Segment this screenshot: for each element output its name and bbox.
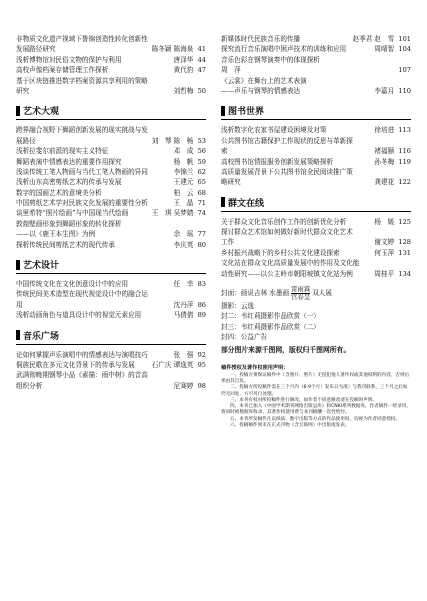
toc-entry[interactable] bbox=[221, 125, 411, 135]
entry-author-page bbox=[174, 188, 206, 198]
entry-page-number: 41 bbox=[197, 45, 206, 54]
entry-title-line bbox=[16, 167, 206, 177]
entry-author-page bbox=[374, 248, 411, 258]
section-title: 群文在线 bbox=[228, 198, 265, 209]
toc-entry[interactable] bbox=[16, 279, 206, 289]
entry-page-number: 56 bbox=[197, 147, 206, 156]
entry-title-line bbox=[221, 44, 411, 54]
policy-paragraph: 五、本刊所发稿件凡以纸质、数字出版等方式的作品使用权，均视为作者同意授权。 bbox=[230, 416, 400, 422]
entry-title: 探析传统民间剪纸艺术的现代传承 bbox=[16, 240, 115, 249]
entry-title-line bbox=[221, 125, 411, 135]
toc-entry[interactable] bbox=[16, 76, 206, 97]
toc-entry[interactable] bbox=[221, 157, 411, 167]
entry-title-line bbox=[16, 300, 206, 310]
toc-entry[interactable] bbox=[221, 167, 411, 188]
entry-author: 李嘉月 bbox=[374, 86, 395, 95]
entry-author-page bbox=[174, 177, 206, 187]
section-marker-icon bbox=[221, 106, 225, 116]
policy-paragraph: 一、投稿方须保证稿件中（含图片、照片）无侵犯他人著作权或其他权利的内容，否则后果由其自负。 bbox=[221, 372, 410, 384]
entry-author-page bbox=[374, 217, 411, 227]
entry-page-number: 119 bbox=[398, 157, 411, 166]
toc-entry[interactable] bbox=[221, 217, 411, 227]
entry-author: 任 幸 bbox=[173, 280, 194, 289]
entry-title: 论如何掌握声乐演唱中的情感表达与演唱技巧 bbox=[16, 350, 148, 359]
entry-title-line bbox=[16, 157, 206, 167]
entry-author-page bbox=[374, 177, 411, 187]
entry-author: 刘 琴 陈 畅 bbox=[151, 136, 194, 145]
section-marker-icon bbox=[221, 197, 225, 207]
entry-page-number: 134 bbox=[398, 269, 411, 278]
right-column bbox=[221, 0, 411, 429]
section-title: 艺术设计 bbox=[23, 261, 60, 272]
entry-title: 敦煌壁画形象到舞蹈形象的转化探析 bbox=[16, 219, 122, 228]
entry-page-number: 50 bbox=[197, 86, 206, 95]
entry-title: 关于群众文化音乐创作工作的创新优化分析 bbox=[221, 217, 347, 226]
entry-author: 杨 帆 bbox=[173, 157, 194, 166]
entry-author: 王 晶 bbox=[173, 199, 194, 208]
entry-title: 公共图书馆古籍保护工作现状的反思与革新探 bbox=[221, 136, 353, 145]
toc-entry[interactable] bbox=[16, 310, 206, 320]
entry-title-line bbox=[16, 65, 206, 75]
section-title: 艺术大观 bbox=[23, 107, 60, 118]
section-title-wrap bbox=[221, 196, 264, 209]
entry-author: 徐培进 bbox=[374, 126, 395, 135]
policy-paragraph: 四、本刊已加入《中国学术期刊网络出版总库》和CNKI系列数据库，作者稿件一经录用，将同时被数据库收录，其著作权使用费与本刊稿酬一次性给付。 bbox=[221, 404, 411, 416]
entry-title: 乡村振兴战略下的乡村公共文化建设探索 bbox=[221, 248, 340, 257]
entry-title-line bbox=[221, 86, 411, 96]
cover-back-3: 封三：韦红莉摄影作品欣赏（二） bbox=[221, 322, 320, 331]
entry-title-line bbox=[221, 167, 411, 177]
entry-title-line bbox=[16, 279, 206, 289]
entry-title: 中国剪纸艺术学对民族文化发展的重要性分析 bbox=[16, 199, 148, 208]
entry-author: 刘哲梅 bbox=[173, 86, 194, 95]
entry-page-number: 113 bbox=[398, 126, 411, 135]
entry-author: 谢文婷 bbox=[374, 238, 395, 247]
entry-author-page bbox=[174, 240, 206, 250]
entry-title: 舞蹈表演中情感表达的重要作用探究 bbox=[16, 157, 122, 166]
entry-title-line bbox=[16, 146, 206, 156]
toc-entry[interactable] bbox=[16, 177, 206, 187]
entry-page-number: 101 bbox=[398, 35, 411, 43]
artist-names bbox=[291, 286, 310, 301]
entry-author-page bbox=[174, 229, 206, 239]
toc-entry[interactable] bbox=[16, 360, 206, 370]
entry-page-number: 95 bbox=[197, 360, 206, 369]
entry-title: 浅谈传统工笔人物画与当代工笔人物画的异同 bbox=[16, 167, 148, 176]
entry-page-number: 98 bbox=[197, 381, 206, 390]
entry-title: 浅析数字化农家书屋建设困境及对策 bbox=[221, 126, 327, 135]
entry-title: ——声乐与钢琴的情感表达 bbox=[221, 86, 301, 95]
entry-title: 略研究 bbox=[221, 178, 241, 187]
entry-title-line bbox=[16, 136, 206, 146]
toc-entry[interactable] bbox=[16, 289, 206, 310]
entry-author-page bbox=[152, 44, 206, 54]
entry-title: ——以《鹿王本生图》为例 bbox=[16, 230, 96, 239]
entry-page-number: 68 bbox=[197, 188, 206, 197]
entry-author-page bbox=[174, 55, 206, 65]
entry-page-number: 107 bbox=[398, 66, 411, 75]
section-header bbox=[16, 327, 206, 345]
entry-title-line bbox=[221, 55, 411, 65]
entry-author-page bbox=[174, 300, 206, 310]
entry-page-number: 47 bbox=[197, 66, 206, 75]
entry-title: 索 bbox=[221, 147, 228, 156]
entry-author: 黄代豹 bbox=[173, 66, 194, 75]
toc-entry[interactable] bbox=[16, 188, 206, 198]
section-header bbox=[16, 102, 206, 120]
entry-page-number: 44 bbox=[197, 55, 206, 64]
entry-title-line bbox=[221, 258, 411, 268]
toc-entry[interactable] bbox=[16, 125, 206, 146]
entry-title-line bbox=[221, 237, 411, 247]
entry-title-line bbox=[16, 198, 206, 208]
toc-entry[interactable] bbox=[221, 44, 411, 54]
toc-entry[interactable] bbox=[16, 350, 206, 360]
entry-title-line bbox=[221, 65, 411, 75]
entry-author: 邓 成 bbox=[173, 147, 194, 156]
entry-title: 动性研究——以公主岭市朝阳坡镇文化站为例 bbox=[221, 269, 353, 278]
section-marker-icon bbox=[16, 330, 20, 340]
policy-paragraph: 二、投稿方所投稿件需在三个月内（6-9个月）发布日为准）与我刊联系，三个月之后如仍无回复，方可另行处理。 bbox=[221, 385, 408, 397]
artist-name-bottom: 宫春呈 bbox=[291, 292, 311, 301]
entry-title: 数字的国画艺术的意境美分析 bbox=[16, 188, 102, 197]
entry-author: 陈冬颖 陈海泉 bbox=[151, 45, 194, 54]
section-title-wrap bbox=[221, 104, 264, 117]
entry-title-line bbox=[221, 34, 411, 44]
toc-entry[interactable] bbox=[16, 240, 206, 250]
entry-title: 跨界融合视野下舞蹈创新发展的现实挑战与发 bbox=[16, 126, 148, 135]
entry-page-number: 74 bbox=[197, 209, 206, 218]
entry-title-line bbox=[221, 157, 411, 167]
entry-author: 孙冬梅 bbox=[374, 157, 395, 166]
entry-title-line bbox=[221, 269, 411, 279]
toc-entry[interactable] bbox=[221, 248, 411, 258]
image-source-notice: 部分图片来源千图网，版权归千图网所有。 bbox=[221, 345, 351, 354]
entry-page-number: 104 bbox=[398, 45, 411, 54]
entry-title: 探讨群众艺术馆如何做好新时代群众文化艺术 bbox=[221, 228, 353, 237]
entry-author-page bbox=[174, 198, 206, 208]
entry-author-page bbox=[174, 350, 206, 360]
entry-title-line bbox=[221, 227, 411, 237]
entry-title: 新媒体时代民族音乐的传播 bbox=[221, 35, 301, 43]
entry-title: 武满彻晚期钢琴小品《素描：雨中树》的音高 bbox=[16, 371, 148, 380]
entry-title-line bbox=[16, 177, 206, 187]
entry-page-number: 71 bbox=[197, 199, 206, 208]
toc-entry[interactable] bbox=[16, 55, 206, 65]
section-title: 音乐广场 bbox=[23, 331, 60, 342]
section-title-wrap bbox=[16, 104, 59, 117]
entry-title-line bbox=[16, 240, 206, 250]
entry-title: 文化站在群众文化高质量发展中的作用及文化能 bbox=[221, 259, 360, 268]
entry-title: 谈里希特“照片绘画”与中国现当代绘画 bbox=[16, 209, 129, 218]
artist-name-top: 雷雨霖 bbox=[291, 284, 311, 293]
entry-author-page bbox=[374, 157, 411, 167]
entry-author: 周桂平 bbox=[374, 269, 395, 278]
entry-author: 周晴智 bbox=[374, 45, 395, 54]
entry-author: 李庆英 bbox=[173, 240, 194, 249]
entry-author-page bbox=[174, 146, 206, 156]
entry-page-number: 92 bbox=[197, 350, 206, 359]
section-header bbox=[221, 194, 411, 212]
entry-title-line bbox=[16, 55, 206, 65]
entry-title: 浅析山东高密剪纸艺术的传承与发展 bbox=[16, 178, 122, 187]
entry-page-number: 125 bbox=[398, 217, 411, 226]
entry-title-line bbox=[16, 360, 206, 370]
entry-title: 浅析动画角色与道具设计中的视觉元素应用 bbox=[16, 311, 142, 320]
entry-title-line bbox=[221, 76, 411, 86]
toc-entry[interactable] bbox=[16, 157, 206, 167]
entry-author: 赵季君 赵 雪 bbox=[352, 35, 395, 43]
entry-author-page bbox=[374, 269, 411, 279]
entry-title: 高校图书馆情报服务创新发展策略探析 bbox=[221, 157, 334, 166]
entry-author-page bbox=[374, 44, 411, 54]
section-marker-icon bbox=[16, 260, 20, 270]
policy-paragraph: 六、投稿稿件须未在正式刊物（含互联网）中出版或发表。 bbox=[230, 423, 350, 429]
entry-title: 《云裳》在舞台上的艺术表演 bbox=[221, 76, 307, 85]
cover-back-2: 封二：韦红莉摄影作品欣赏（一） bbox=[221, 312, 320, 321]
entry-page-number: 86 bbox=[197, 300, 206, 309]
entry-author: 龚建花 bbox=[374, 178, 395, 187]
entry-author-page bbox=[174, 65, 206, 75]
policy-text bbox=[221, 373, 411, 430]
entry-title: 基于区块链推进数字档案资源共享利用的策略 bbox=[16, 76, 148, 85]
entry-page-number: 131 bbox=[398, 248, 411, 257]
toc-entry[interactable] bbox=[221, 76, 411, 97]
section-header bbox=[221, 102, 411, 120]
toc-entry[interactable] bbox=[221, 55, 411, 76]
entry-page-number: 116 bbox=[398, 147, 411, 156]
entry-author-page bbox=[374, 86, 411, 96]
toc-entry[interactable] bbox=[16, 198, 206, 208]
toc-entry[interactable] bbox=[221, 34, 411, 44]
entry-page-number: 65 bbox=[197, 178, 206, 187]
toc-entry[interactable] bbox=[16, 208, 206, 218]
entry-title-line bbox=[16, 219, 206, 229]
entry-author: 唐泽华 bbox=[173, 55, 194, 64]
entry-author: 褚福颐 bbox=[374, 147, 395, 156]
entry-author-page bbox=[174, 157, 206, 167]
entry-title-line bbox=[16, 208, 206, 218]
toc-entry[interactable] bbox=[16, 370, 206, 391]
entry-title-line bbox=[221, 136, 411, 146]
entry-title: 探究流行音乐演唱中困声技术的训练和应用 bbox=[221, 45, 347, 54]
entry-page-number: 83 bbox=[197, 280, 206, 289]
entry-author-page bbox=[374, 146, 411, 156]
entry-title: 非物质文化遗产视域下鲁锦创造性转化创新性 bbox=[16, 35, 148, 43]
entry-author-page bbox=[174, 310, 206, 320]
entry-title: 高质量发展背景下公共图书馆全民阅读推广策 bbox=[221, 167, 353, 176]
toc-entry[interactable] bbox=[221, 258, 411, 279]
section-header bbox=[16, 256, 206, 274]
entry-author-page bbox=[174, 381, 206, 391]
entry-author: 李锦兰 bbox=[173, 167, 194, 176]
section-title-wrap bbox=[16, 258, 59, 271]
entry-page-number: 59 bbox=[197, 157, 206, 166]
toc-entry[interactable] bbox=[16, 65, 206, 75]
cover-front-prefix: 封面：画说吉林 水墨画 bbox=[221, 288, 290, 297]
entry-author: 杨 媛 bbox=[374, 217, 395, 226]
entry-author-page bbox=[152, 208, 206, 218]
entry-author: 张 强 bbox=[173, 350, 194, 359]
entry-title: 发展路径研究 bbox=[16, 45, 56, 54]
entry-title-line bbox=[221, 177, 411, 187]
entry-title-line bbox=[16, 86, 206, 96]
entry-page-number: 77 bbox=[197, 230, 206, 239]
section-marker-icon bbox=[16, 106, 20, 116]
entry-title-line bbox=[16, 370, 206, 380]
entry-author: 马倩倩 bbox=[173, 311, 194, 320]
entry-title: 用 bbox=[16, 300, 23, 309]
cover-credits bbox=[221, 285, 411, 355]
entry-page-number: 62 bbox=[197, 167, 206, 176]
entry-title-line bbox=[16, 76, 206, 86]
entry-page-number: 128 bbox=[398, 238, 411, 247]
cover-photo-credit: 摄影：云逸 bbox=[221, 302, 254, 311]
entry-author: 余 瑶 bbox=[173, 230, 194, 239]
entry-title: 浅析博物馆対民俗文物的保护与利用 bbox=[16, 55, 122, 64]
entry-page-number: 110 bbox=[398, 86, 411, 95]
entry-title-line bbox=[16, 229, 206, 239]
entry-title-line bbox=[16, 381, 206, 391]
entry-page-number: 89 bbox=[197, 311, 206, 320]
entry-author-page bbox=[174, 279, 206, 289]
entry-page-number: 53 bbox=[197, 136, 206, 145]
entry-title-line bbox=[16, 188, 206, 198]
entry-author: 柏 云 bbox=[173, 188, 194, 197]
left-column bbox=[16, 0, 206, 391]
entry-title: 浅析拉斐尔前派的现实主义特征 bbox=[16, 147, 109, 156]
entry-page-number: 80 bbox=[197, 240, 206, 249]
entry-author-page bbox=[374, 237, 411, 247]
entry-author-page bbox=[174, 167, 206, 177]
toc-entry[interactable] bbox=[16, 146, 206, 156]
entry-page-number: 122 bbox=[398, 178, 411, 187]
entry-author-page bbox=[353, 34, 411, 44]
entry-author-page bbox=[152, 136, 206, 146]
entry-title: 中国传统文化在文化创意设计中的应用 bbox=[16, 280, 129, 289]
entry-author: 沈丹萍 bbox=[173, 300, 194, 309]
section-title-wrap bbox=[16, 329, 59, 342]
entry-author-page bbox=[174, 86, 206, 96]
entry-title: 研究 bbox=[16, 86, 30, 95]
toc-entry[interactable] bbox=[16, 219, 206, 240]
entry-author: 何玉萍 bbox=[374, 248, 395, 257]
entry-title-line bbox=[16, 125, 206, 135]
cover-front-line bbox=[221, 285, 411, 301]
entry-title-line bbox=[16, 310, 206, 320]
toc-entry[interactable] bbox=[16, 34, 206, 55]
entry-title: 展路径 bbox=[16, 136, 36, 145]
entry-author-page bbox=[398, 65, 411, 75]
entry-title-line bbox=[221, 217, 411, 227]
toc-entry[interactable] bbox=[221, 227, 411, 248]
cover-back-4: 封四：公益广告 bbox=[221, 333, 268, 342]
entry-title-line bbox=[16, 350, 206, 360]
toc-entry[interactable] bbox=[16, 167, 206, 177]
entry-title-line bbox=[16, 34, 206, 44]
entry-author-page bbox=[152, 360, 206, 370]
entry-title-line bbox=[221, 146, 411, 156]
policy-paragraph: 三、本刊有权对所投稿件进行修改，如作者不同意修改请在投稿时声明。 bbox=[230, 397, 378, 403]
entry-title-line bbox=[221, 248, 411, 258]
entry-author: 王建元 bbox=[173, 178, 194, 187]
entry-author: 石广庆 谭逸英 bbox=[151, 360, 194, 369]
toc-entry[interactable] bbox=[221, 136, 411, 157]
section-title: 图书世界 bbox=[228, 107, 265, 118]
entry-author-page bbox=[374, 125, 411, 135]
policy-title: 稿件授权及著作权使用声明： bbox=[221, 364, 289, 371]
entry-title: 传统民间美术造型在现代视觉设计中的融合运 bbox=[16, 290, 148, 299]
entry-title: 音乐色彩在钢琴演奏中的体现探析 bbox=[221, 55, 320, 64]
entry-author: 王 琪 吴梦婧 bbox=[151, 209, 194, 218]
entry-title: 周 萍 bbox=[221, 66, 241, 75]
entry-title: 组织分析 bbox=[16, 381, 43, 390]
entry-title-line bbox=[16, 44, 206, 54]
entry-title: 侗族民歌在多元文化背景下的传承与发展 bbox=[16, 360, 135, 369]
entry-title: 高校声像档案存储管理工作探析 bbox=[16, 66, 109, 75]
cover-front-suffix: 双人展 bbox=[312, 288, 332, 297]
entry-title: 工作 bbox=[221, 238, 235, 247]
entry-title-line bbox=[16, 289, 206, 299]
entry-author: 尼赛婷 bbox=[173, 381, 194, 390]
